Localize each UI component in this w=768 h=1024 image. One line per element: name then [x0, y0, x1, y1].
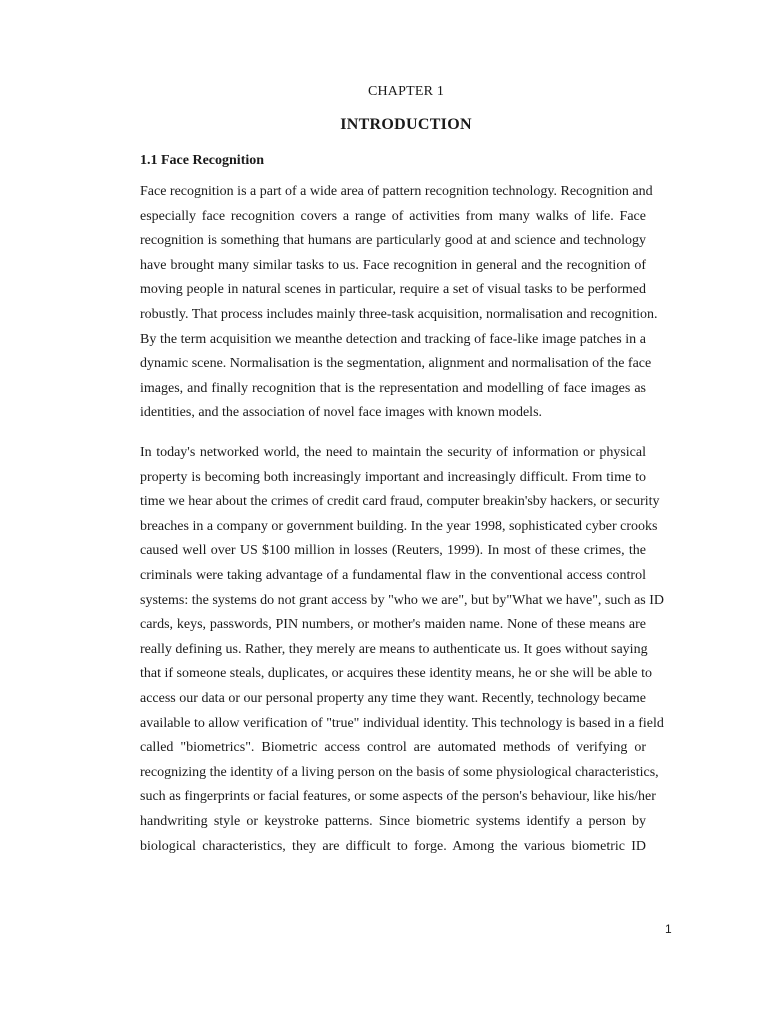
paragraph-line: dynamic scene. Normalisation is the segmentation, alignment and normalisation of the face: [140, 356, 652, 372]
paragraph-line: recognizing the identity of a living person on the basis of some physiological characteristics,: [140, 764, 659, 780]
paragraph-line: images, and finally recognition that is the representation and modelling of face images as: [140, 380, 646, 396]
paragraph-line: systems: the systems do not grant access by "who we are", but by"What we have", such as ID: [140, 592, 665, 608]
paragraph-line: criminals were taking advantage of a fundamental flaw in the conventional access control: [140, 567, 646, 583]
paragraph-line: time we hear about the crimes of credit card fraud, computer breakin'sby hackers, or security: [140, 494, 660, 510]
section-heading: 1.1 Face Recognition: [140, 153, 265, 168]
page-number: 1: [665, 922, 672, 936]
paragraph-line: identities, and the association of novel face images with known models.: [140, 405, 543, 421]
paragraph-line: biological characteristics, they are difficult to forge. Among the various biometric ID: [140, 838, 646, 854]
paragraph-line: that if someone steals, duplicates, or acquires these identity means, he or she will be able to: [140, 666, 653, 682]
paragraph-line: In today's networked world, the need to maintain the security of information or physical: [140, 445, 646, 460]
chapter-label: CHAPTER 1: [367, 84, 445, 99]
chapter-title: INTRODUCTION: [340, 116, 472, 133]
paragraph-line: access our data or our personal property any time they want. Recently, technology became: [140, 690, 646, 706]
paragraph-line: Face recognition is a part of a wide area of pattern recognition technology. Recognition and: [140, 184, 653, 199]
paragraph-line: handwriting style or keystroke patterns. Since biometric systems identify a person by: [140, 813, 646, 829]
paragraph-line: especially face recognition covers a range of activities from many walks of life. Face: [140, 208, 646, 224]
paragraph-line: really defining us. Rather, they merely are means to authenticate us. It goes without saying: [140, 641, 648, 657]
paragraph-line: robustly. That process includes mainly three-task acquisition, normalisation and recognition.: [140, 306, 658, 322]
paragraph-line: By the term acquisition we meanthe detection and tracking of face-like image patches in a: [140, 331, 646, 347]
paragraph-line: cards, keys, passwords, PIN numbers, or mother's maiden name. None of these means are: [140, 617, 646, 633]
paragraph-line: moving people in natural scenes in particular, require a set of visual tasks to be performed: [140, 282, 646, 298]
paragraph-line: available to allow verification of "true" individual identity. This technology is based in a field: [140, 715, 664, 731]
paragraph-line: breaches in a company or government building. In the year 1998, sophisticated cyber crooks: [140, 518, 658, 534]
paragraph-line: have brought many similar tasks to us. Face recognition in general and the recognition of: [140, 257, 646, 273]
paragraph-line: caused well over US $100 million in losses (Reuters, 1999). In most of these crimes, the: [140, 543, 646, 559]
body-paragraph: [140, 180, 658, 426]
paragraph-line: recognition is something that humans are particularly good at and science and technology: [140, 233, 646, 249]
paragraph-line: property is becoming both increasingly important and increasingly difficult. From time to: [140, 469, 646, 485]
body-paragraph: [140, 441, 665, 859]
paragraph-line: such as fingerprints or facial features, or some aspects of the person's behaviour, like his/her: [140, 789, 656, 805]
paragraph-line: called "biometrics". Biometric access control are automated methods of verifying or: [140, 740, 646, 756]
